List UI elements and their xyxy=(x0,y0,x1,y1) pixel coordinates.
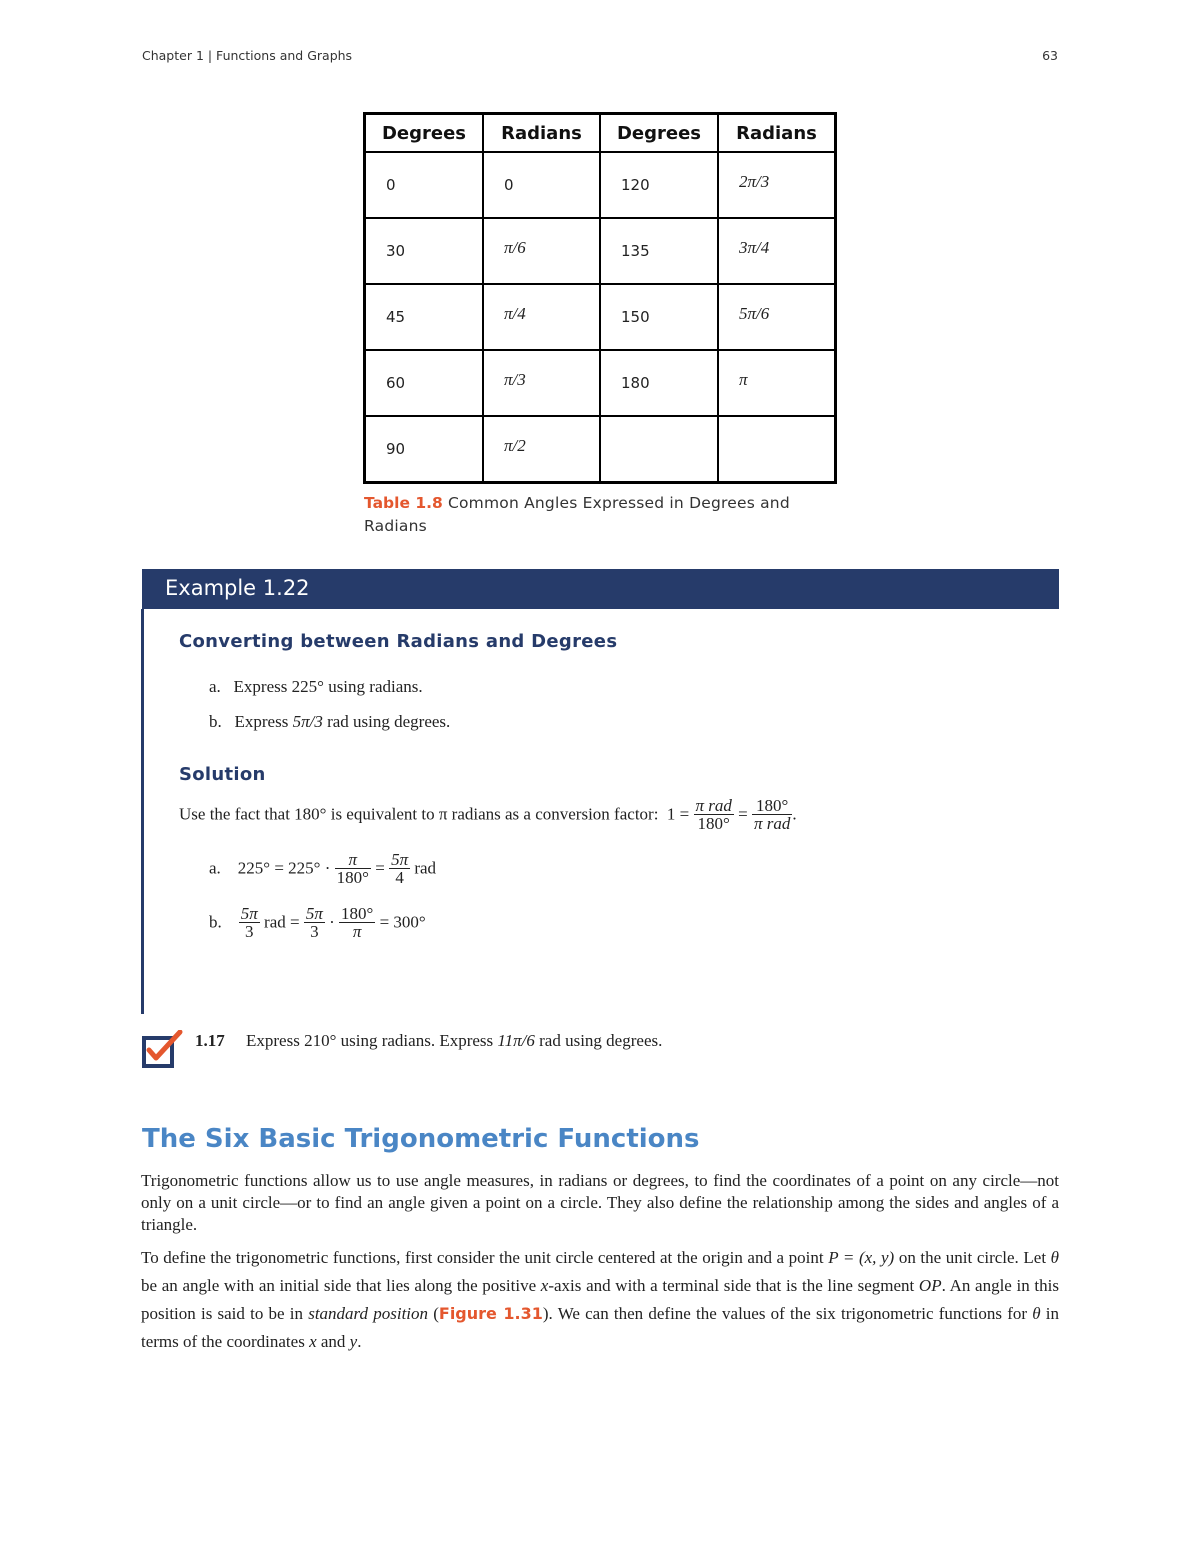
example-title: Example 1.22 xyxy=(165,576,310,600)
table-cell: π/2 xyxy=(483,416,600,483)
table-cell: π xyxy=(718,350,836,416)
table-cell: π/6 xyxy=(483,218,600,284)
solution-heading: Solution xyxy=(179,764,266,785)
section-paragraph-1: Trigonometric functions allow us to use angle measures, in radians or degrees, to find the coordinates of a point on any circle—not only on a unit circle—or to find an angle given a point on a circle. They also define the relationship among the sides and angles of a triangle. xyxy=(141,1171,1059,1234)
table-cell xyxy=(600,416,718,483)
fraction: $\frac{5\pi}{3}$ xyxy=(305,904,323,941)
table-cell: 120 xyxy=(600,152,718,218)
checkpoint-text: 1.17 Express 210° using radians. Express 11π/6 rad using degrees. xyxy=(195,1031,663,1050)
table-cell: 3π/4 xyxy=(718,218,836,284)
table-cell: 2π/3 xyxy=(718,152,836,218)
table-header: Radians xyxy=(483,114,600,153)
table-cell: 45 xyxy=(365,284,484,350)
page-number: 63 xyxy=(1042,48,1058,63)
fraction: $\frac{180^\circ}{\pi}$ xyxy=(341,904,374,941)
table-cell: 60 xyxy=(365,350,484,416)
table-cell: 90 xyxy=(365,416,484,483)
table-cell: 135 xyxy=(600,218,718,284)
table-cell: 150 xyxy=(600,284,718,350)
table-caption-label: Table 1.8 xyxy=(364,494,443,512)
example-item-a: a. Express 225° using radians. xyxy=(209,677,423,696)
running-header: Chapter 1 | Functions and Graphs xyxy=(142,48,353,63)
solution-part-a: a. 225° = 225° · $\frac{\pi}{180^\circ}$ = $\frac{5\pi}{4}$ rad xyxy=(209,850,437,887)
example-left-rule xyxy=(141,609,144,1014)
table-cell: 0 xyxy=(365,152,484,218)
fraction: $\frac{5\pi}{3}$ xyxy=(240,904,258,941)
table-caption xyxy=(364,492,834,538)
fraction: $\frac{5\pi}{4}$ xyxy=(391,850,409,887)
figure-link[interactable]: Figure 1.31 xyxy=(438,1304,543,1323)
table-row xyxy=(365,152,836,218)
checkpoint-number: 1.17 xyxy=(195,1031,225,1050)
solution-line: Use the fact that 180° is equivalent to π radians as a conversion factor: 1 = $\frac{\text{π rad}}{180^\circ}$ = $\frac{180^\circ}{\text{π rad}}$ . xyxy=(179,796,797,833)
fraction: $\frac{\pi}{180^\circ}$ xyxy=(336,850,369,887)
table-caption-text: Common Angles Expressed in Degrees and Radians xyxy=(364,494,790,535)
table-cell: 180 xyxy=(600,350,718,416)
table-header: Degrees xyxy=(600,114,718,153)
table-row xyxy=(365,416,836,483)
section-paragraph-2: To define the trigonometric functions, first consider the unit circle centered at the origin and a point P = (x, y) on the unit circle. Let θ be an angle with an initial side that lies along the positive x-axis and with a terminal side that is the line segment OP. An angle in this position is said to be in standard position (Figure 1.31). We can then define the values of the six trigonometric functions for θ in terms of the coordinates x and y. xyxy=(141,1248,1060,1351)
table-cell: 5π/6 xyxy=(718,284,836,350)
checkpoint-icon xyxy=(140,1030,184,1072)
fraction: $\frac{\text{π rad}}{180^\circ}$ xyxy=(695,796,732,833)
table-cell: π/4 xyxy=(483,284,600,350)
table-header: Degrees xyxy=(365,114,484,153)
example-item-b: b. Express 5π/3 rad using degrees. xyxy=(209,712,451,731)
table-cell: π/3 xyxy=(483,350,600,416)
table-cell: 0 xyxy=(483,152,600,218)
angles-table xyxy=(363,112,837,484)
table-header: Radians xyxy=(718,114,836,153)
solution-part-b: b. $\frac{5\pi}{3}$ rad = $\frac{5\pi}{3}$ · $\frac{180^\circ}{\pi}$ = 300° xyxy=(209,904,426,941)
table-row xyxy=(365,284,836,350)
table-row xyxy=(365,350,836,416)
example-heading: Converting between Radians and Degrees xyxy=(179,631,618,652)
table-cell: 30 xyxy=(365,218,484,284)
table-row xyxy=(365,218,836,284)
fraction: $\frac{180^\circ}{\text{π rad}}$ xyxy=(754,796,791,833)
table-cell xyxy=(718,416,836,483)
section-title: The Six Basic Trigonometric Functions xyxy=(142,1124,700,1154)
